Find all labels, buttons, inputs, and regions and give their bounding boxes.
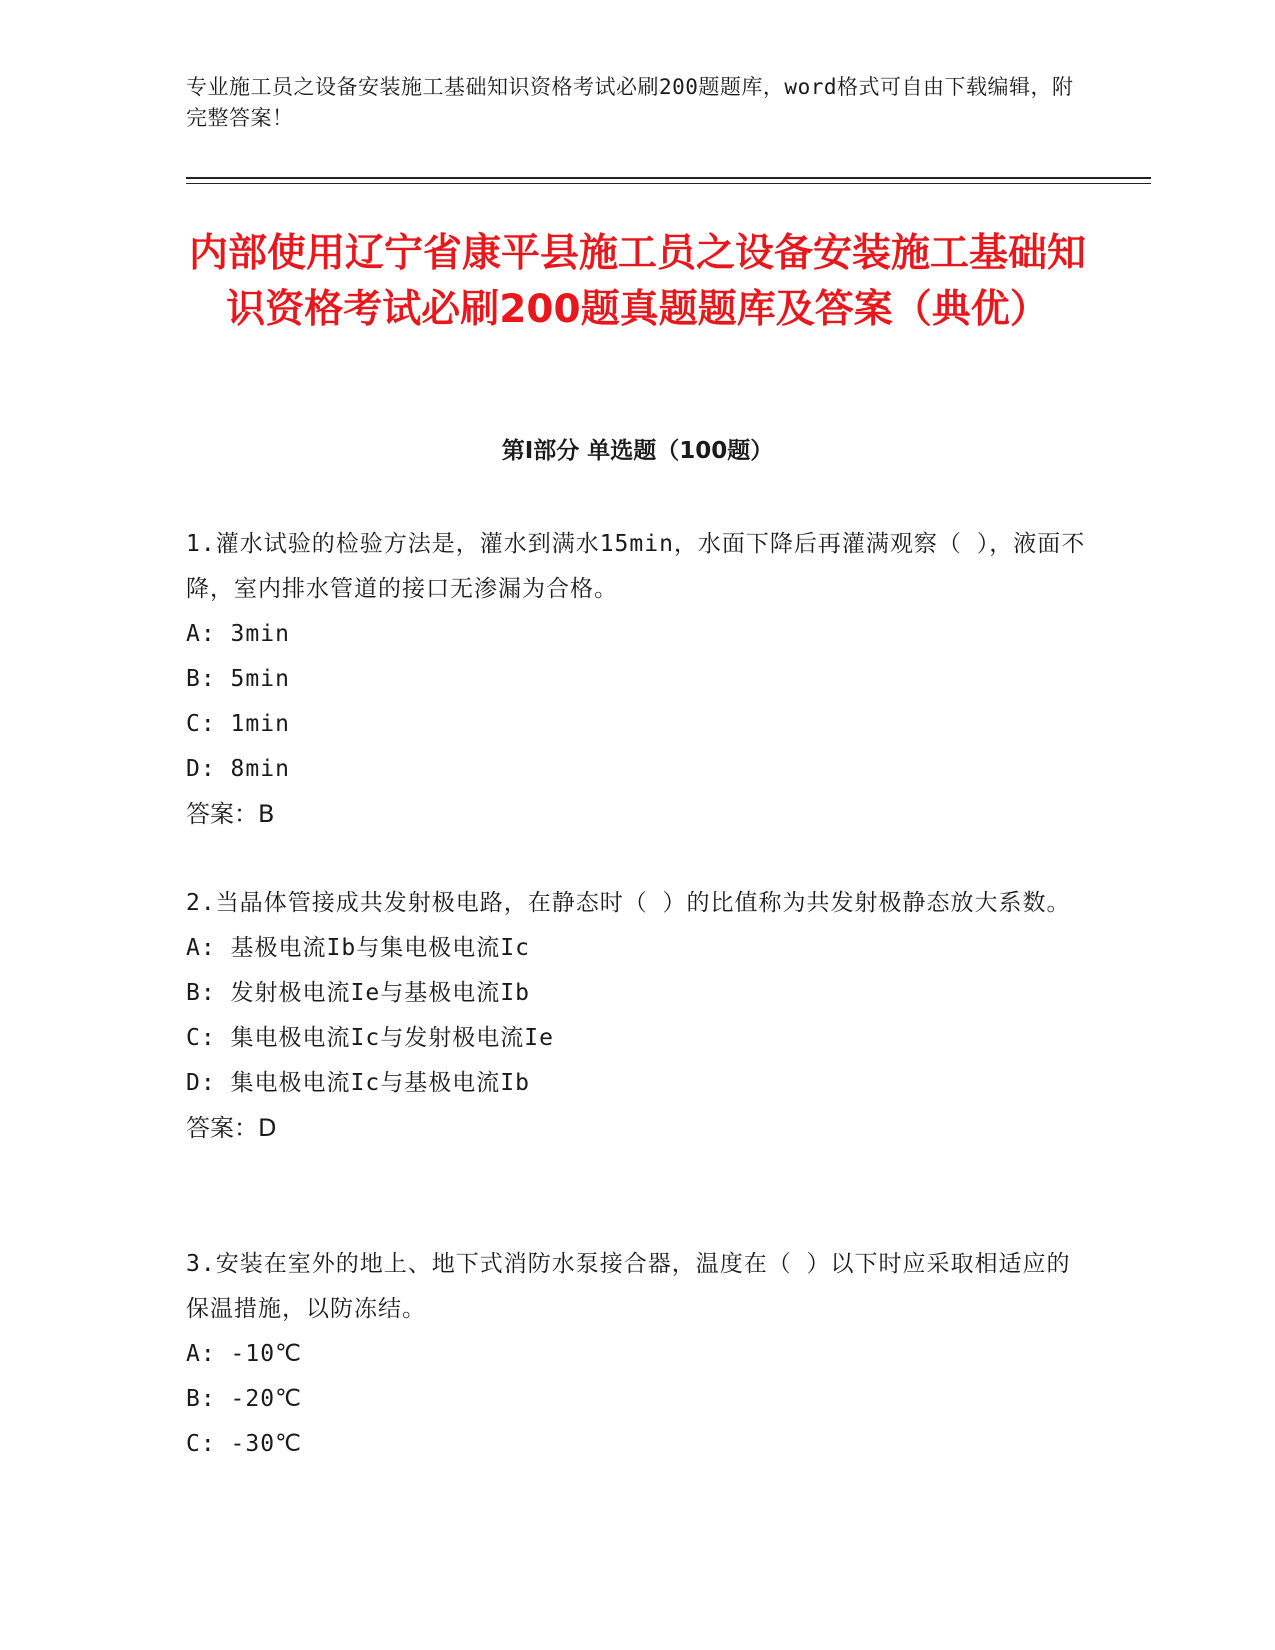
option-a: A: -10℃ — [186, 1341, 302, 1367]
header-divider-thin — [186, 183, 1151, 184]
option-c: C: 1min — [186, 711, 290, 737]
option-a: A: 3min — [186, 621, 290, 647]
answer: 答案：B — [186, 800, 275, 828]
option-b: B: 发射极电流Ie与基极电流Ib — [186, 980, 530, 1006]
option-b: B: -20℃ — [186, 1386, 302, 1412]
question-stem: 2.当晶体管接成共发射极电路，在静态时（ ）的比值称为共发射极静态放大系数。 — [186, 890, 1071, 916]
option-b: B: 5min — [186, 666, 290, 692]
section-heading: 第Ⅰ部分 单选题（100题） — [501, 438, 774, 464]
document-title: 内部使用辽宁省康平县施工员之设备安装施工基础知识资格考试必刷200题真题题库及答案（典优） — [188, 231, 1086, 332]
question-stem: 1.灌水试验的检验方法是，灌水到满水15min，水面下降后再灌满观察（ ），液面不降，室内排水管道的接口无渗漏为合格。 — [186, 531, 1086, 602]
question-1 — [186, 522, 1086, 837]
answer: 答案：D — [186, 1114, 277, 1142]
question-2 — [186, 881, 1086, 1151]
option-a: A: 基极电流Ib与集电极电流Ic — [186, 935, 530, 961]
header-note: 专业施工员之设备安装施工基础知识资格考试必刷200题题库，word格式可自由下载编辑，附完整答案！ — [186, 75, 1074, 130]
header-divider-thick — [186, 177, 1151, 179]
question-3 — [186, 1242, 1086, 1467]
option-d: D: 8min — [186, 756, 290, 782]
option-c: C: -30℃ — [186, 1431, 302, 1457]
option-d: D: 集电极电流Ic与基极电流Ib — [186, 1070, 530, 1096]
question-stem: 3.安装在室外的地上、地下式消防水泵接合器，温度在（ ）以下时应采取相适应的保温措施，以防冻结。 — [186, 1251, 1071, 1322]
option-c: C: 集电极电流Ic与发射极电流Ie — [186, 1025, 554, 1051]
